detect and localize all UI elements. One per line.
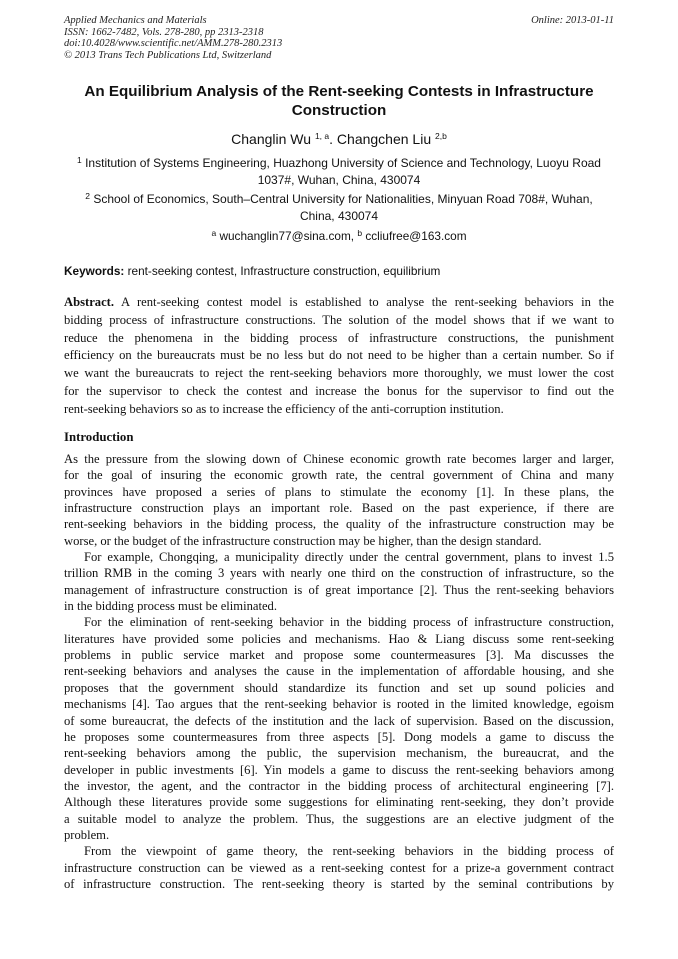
issn-line: ISSN: 1662-7482, Vols. 278-280, pp 2313-2318 bbox=[64, 26, 264, 38]
journal-meta bbox=[64, 15, 282, 61]
doi-line: doi:10.4028/www.scientific.net/AMM.278-280.2313 bbox=[64, 38, 283, 50]
email-link[interactable]: ccliufree@163.com bbox=[362, 229, 467, 243]
body-line: rent-seeking behaviors and analyses the cause in the implementation of affordable housing, and she bbox=[64, 664, 614, 679]
copyright-line: © 2013 Trans Tech Publications Ltd, Switzerland bbox=[64, 49, 272, 61]
email-mark: b bbox=[357, 228, 363, 238]
section-heading-introduction: Introduction bbox=[64, 430, 134, 444]
affiliation-text: School of Economics, South–Central University for Nationalities, Minyuan Road 708#, Wuhan, bbox=[90, 192, 593, 206]
body-line: literatures have provided some policies and mechanisms. Hao & Liang discuss some rent-seeking bbox=[64, 631, 614, 646]
abstract-line: rent-seeking behaviors so as to increase the efficiency of the anti-corruption institution. bbox=[64, 401, 504, 416]
author-affiliation-mark: 2,b bbox=[435, 131, 447, 141]
body-line: For the elimination of rent-seeking behavior in the bidding process of infrastructure construction, bbox=[84, 615, 614, 630]
body-line: management of infrastructure construction is of great importance [2]. Thus the rent-seeking behaviors bbox=[64, 582, 614, 597]
body-line: provinces have proposed a series of plans to stimulate the economy [1]. In these plans, the bbox=[64, 484, 614, 499]
abstract-line: we want the bureaucrats to reject the rent-seeking behaviors more thoroughly, we must lower the cost bbox=[64, 366, 614, 381]
body-line: he proposes some countermeasures from three aspects [5]. Dong models a game to discuss the bbox=[64, 729, 614, 744]
body-line: rent-seeking behaviors in the bidding process, the quality of the infrastructure construction may be bbox=[64, 517, 614, 532]
online-date: Online: 2013-01-11 bbox=[531, 15, 614, 26]
body-line: problems in public service market and propose some countermeasures [3]. Ma discusses the bbox=[64, 648, 614, 663]
affiliation bbox=[64, 155, 614, 188]
body-line: in the bidding process must be eliminated. bbox=[64, 599, 278, 614]
introduction-body bbox=[64, 451, 614, 892]
author-name: Changlin Wu bbox=[231, 131, 315, 147]
author-emails bbox=[64, 228, 614, 244]
keywords-text: rent-seeking contest, Infrastructure construction, equilibrium bbox=[124, 264, 441, 278]
affiliation-text: 1037#, Wuhan, China, 430074 bbox=[257, 172, 421, 187]
body-line: of infrastructure construction. The rent-seeking theory is started by the seminal contributions by bbox=[64, 876, 614, 891]
body-line: From the viewpoint of game theory, the rent-seeking behaviors in the bidding process of bbox=[84, 844, 614, 859]
abstract-line: efficiency on the bureaucrats must be no less but do not need to be higher than a certain number. So if bbox=[64, 348, 614, 363]
abstract-line: bidding process of infrastructure constructions. The solution of the model shows that if we want to bbox=[64, 312, 614, 327]
body-line: a suitable model to analyze the problem. Thus, the suggestions are an elective judgment of the bbox=[64, 811, 614, 826]
email-mark: a bbox=[211, 228, 217, 238]
authors bbox=[50, 130, 628, 148]
body-line: developer in public investments [6]. Yin models a game to discuss the rent-seeking behaviors among bbox=[64, 762, 614, 777]
affiliation-number: 1 bbox=[77, 155, 82, 165]
affiliation-text: Institution of Systems Engineering, Huazhong University of Science and Technology, Luoyu Road bbox=[81, 156, 601, 170]
body-line: infrastructure construction can be viewed as a rent-seeking contest for a prize-a government contract bbox=[64, 860, 614, 875]
body-line: Although these literatures provide some suggestions for eliminating rent-seeking, they don’t provide bbox=[64, 795, 614, 810]
author-separator: . bbox=[329, 131, 337, 147]
abstract-label: Abstract. bbox=[64, 295, 115, 309]
journal-name: Applied Mechanics and Materials bbox=[64, 15, 207, 26]
body-line: problem. bbox=[64, 827, 110, 842]
abstract-text: A rent-seeking contest model is established to analyse the rent-seeking behaviors in the bbox=[114, 295, 614, 309]
keywords-label: Keywords: bbox=[64, 264, 125, 278]
body-line: trillion RMB in the coming 3 years with nearly one third on the construction of infrastructure, so the bbox=[64, 566, 614, 581]
email-link[interactable]: wuchanglin77@sina.com, bbox=[216, 229, 358, 243]
paper-title bbox=[50, 83, 628, 121]
title-line: Construction bbox=[291, 101, 387, 119]
title-line: An Equilibrium Analysis of the Rent-seeking Contests in Infrastructure bbox=[84, 83, 594, 100]
abstract bbox=[64, 294, 614, 419]
body-line: For example, Chongqing, a municipality directly under the central government, plans to invest 1.5 bbox=[84, 550, 614, 565]
affiliation-text: China, 430074 bbox=[299, 208, 379, 223]
body-line: rent-seeking behaviors among the public, the supervision mechanism, the bureaucrat, and the bbox=[64, 746, 614, 761]
body-line: for the goal of insuring the economic growth rate, the central government of China and many bbox=[64, 468, 614, 483]
body-line: of some bureaucrat, the defects of the institution and the lack of supervision. Based on the discussion, bbox=[64, 713, 614, 728]
abstract-line bbox=[64, 294, 614, 312]
body-line: proposes that the government should standardize its function and set up sound policies and bbox=[64, 680, 614, 695]
body-line: the investor, the agent, and the contractor in the bidding process of architectural engineering [7]. bbox=[64, 778, 614, 793]
keywords bbox=[64, 263, 614, 279]
author-affiliation-mark: 1, a bbox=[314, 131, 330, 141]
body-line: infrastructure construction plays an important role. Based on the past experience, if there are bbox=[64, 501, 614, 516]
body-line: mechanisms [4]. Tao argues that the rent-seeking behavior is rooted in the limited knowledge, egoism bbox=[64, 697, 614, 712]
affiliation bbox=[64, 191, 614, 224]
affiliation-number: 2 bbox=[85, 191, 90, 201]
body-line: worse, or the budget of the infrastructure construction may be higher, than the design standard. bbox=[64, 533, 542, 548]
body-line: As the pressure from the slowing down of Chinese economic growth rate becomes larger and larger, bbox=[64, 452, 614, 466]
author-name: Changchen Liu bbox=[336, 131, 435, 147]
abstract-line: reduce the phenomena in the bidding process of infrastructure constructions, the punishment bbox=[64, 330, 614, 345]
abstract-line: for the supervisor to check the contest and increase the bonus for the supervisor to find out the bbox=[64, 383, 614, 398]
